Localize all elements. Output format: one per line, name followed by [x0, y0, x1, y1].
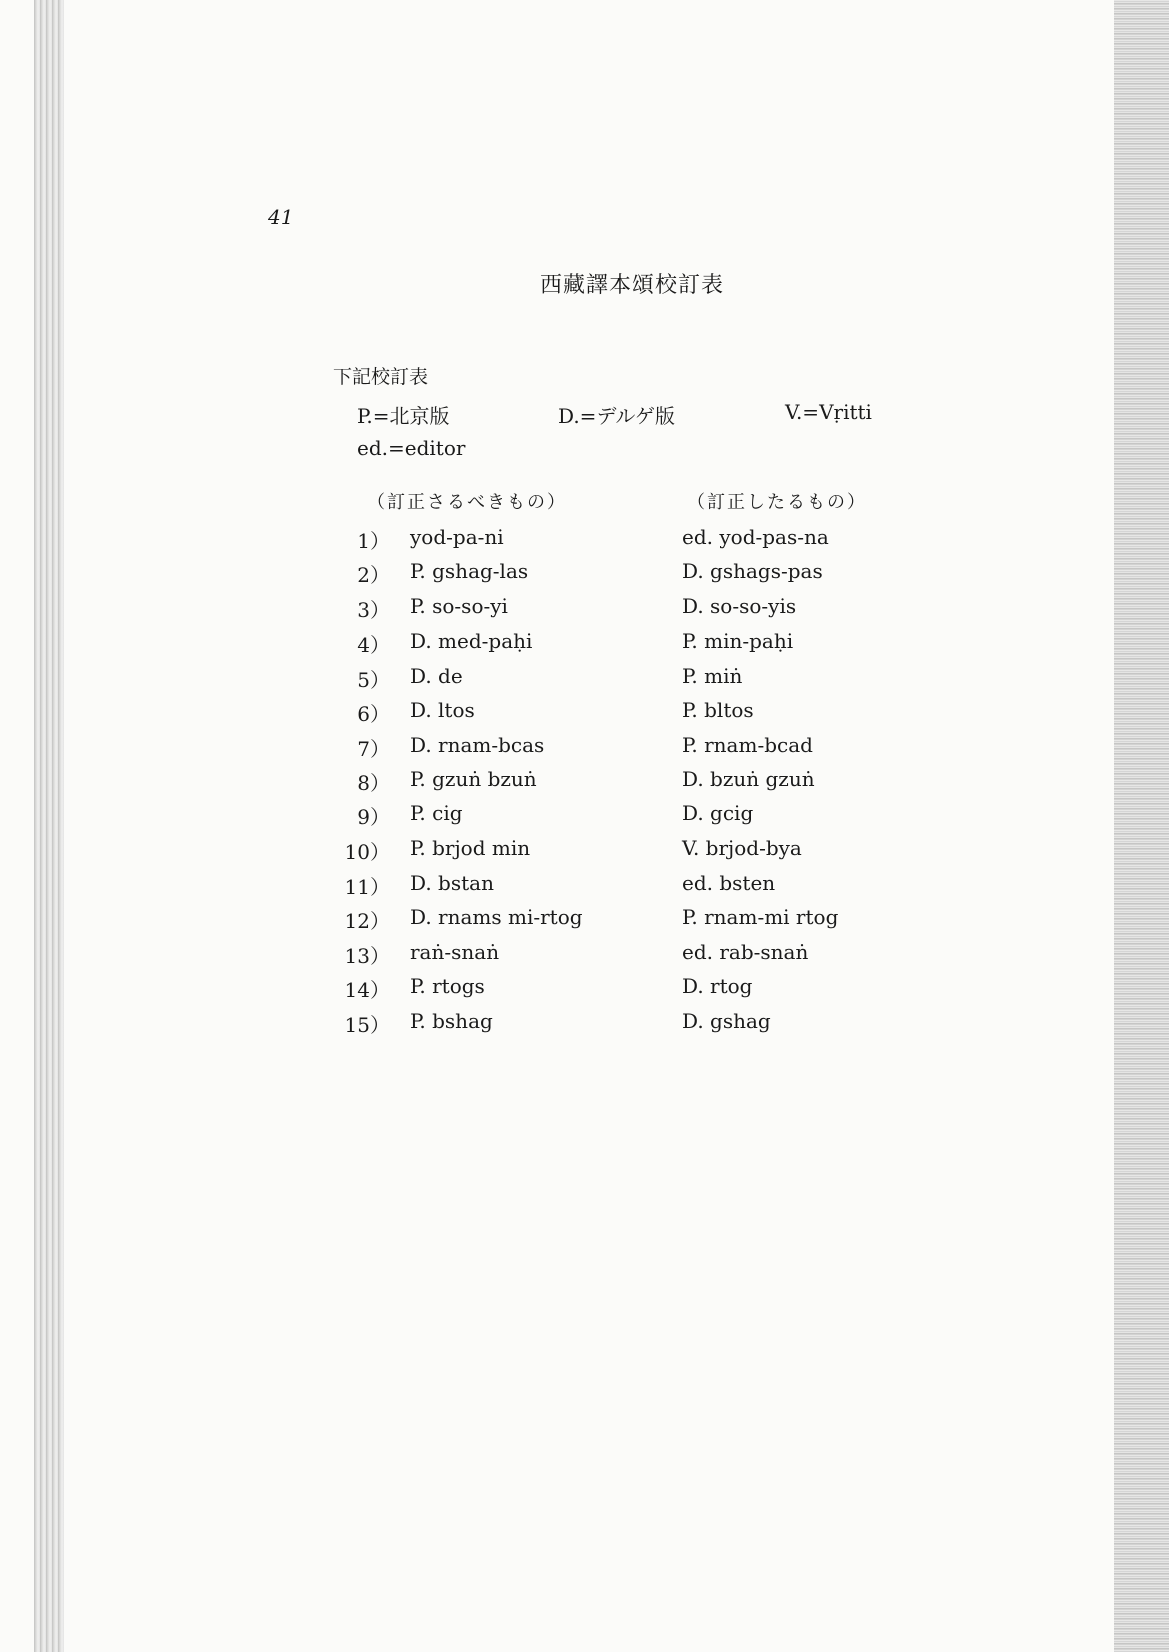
corrected-reading: D. bzuṅ gzuṅ [682, 767, 815, 791]
row-number: 2） [357, 563, 390, 587]
corrected-reading: ed. yod-pas-na [682, 525, 829, 549]
reading-to-correct: D. ltos [410, 698, 475, 722]
corrected-reading: D. rtog [682, 974, 753, 998]
column-header-corrected: （訂正したるもの） [687, 492, 867, 513]
reading-to-correct: D. med-paḥi [410, 629, 533, 653]
reading-to-correct: P. brjod min [410, 836, 531, 860]
corrected-reading: D. gshags-pas [682, 559, 823, 583]
corrected-reading: P. rnam-bcad [682, 733, 813, 757]
table-row [0, 905, 1169, 937]
page-title: 西藏譯本頌校訂表 [540, 273, 725, 298]
reading-to-correct: P. cig [410, 801, 463, 825]
reading-to-correct: P. rtogs [410, 974, 485, 998]
table-row [0, 940, 1169, 972]
row-number: 8） [357, 771, 390, 795]
corrected-reading: D. gshag [682, 1009, 771, 1033]
row-number: 9） [357, 805, 390, 829]
row-number: 13） [344, 944, 390, 968]
row-number: 10） [344, 840, 390, 864]
page-number: 41 [268, 205, 294, 229]
reading-to-correct: P. gzuṅ bzuṅ [410, 767, 537, 791]
reading-to-correct: D. rnams mi-rtog [410, 905, 583, 929]
reading-to-correct: P. bshag [410, 1009, 493, 1033]
corrected-reading: D. gcig [682, 801, 754, 825]
corrected-reading: ed. bsten [682, 871, 776, 895]
table-row [0, 594, 1169, 626]
legend-peking: P.=北京版 [357, 404, 450, 428]
corrected-reading: D. so-so-yis [682, 594, 797, 618]
corrected-reading: ed. rab-snaṅ [682, 940, 809, 964]
table-row [0, 698, 1169, 730]
row-number: 14） [344, 978, 390, 1002]
column-header-to-correct: （訂正さるべきもの） [367, 492, 567, 513]
row-number: 15） [344, 1013, 390, 1037]
row-number: 5） [357, 668, 390, 692]
legend-derge: D.=デルゲ版 [558, 404, 676, 428]
table-row [0, 733, 1169, 765]
table-row [0, 767, 1169, 799]
reading-to-correct: P. so-so-yi [410, 594, 508, 618]
legend-editor: ed.=editor [357, 436, 466, 460]
row-number: 11） [344, 875, 390, 899]
corrected-reading: P. rnam-mi rtog [682, 905, 839, 929]
legend-vritti: V.=Vṛitti [785, 400, 872, 424]
table-row [0, 871, 1169, 903]
row-number: 4） [357, 633, 390, 657]
reading-to-correct: D. de [410, 664, 463, 688]
reading-to-correct: raṅ-snaṅ [410, 940, 500, 964]
row-number: 12） [344, 909, 390, 933]
reading-to-correct: P. gshag-las [410, 559, 529, 583]
reading-to-correct: D. rnam-bcas [410, 733, 545, 757]
table-row [0, 801, 1169, 833]
corrected-reading: P. miṅ [682, 664, 743, 688]
corrected-reading: V. brjod-bya [682, 836, 802, 860]
corrected-reading: P. bltos [682, 698, 754, 722]
legend-heading: 下記校訂表 [333, 366, 429, 388]
reading-to-correct: yod-pa-ni [410, 525, 504, 549]
table-row [0, 525, 1169, 557]
table-row [0, 1009, 1169, 1041]
table-row [0, 664, 1169, 696]
reading-to-correct: D. bstan [410, 871, 494, 895]
row-number: 3） [357, 598, 390, 622]
row-number: 1） [357, 529, 390, 553]
table-row [0, 836, 1169, 868]
table-row [0, 559, 1169, 591]
row-number: 6） [357, 702, 390, 726]
corrected-reading: P. min-paḥi [682, 629, 794, 653]
table-row [0, 974, 1169, 1006]
row-number: 7） [357, 737, 390, 761]
table-row [0, 629, 1169, 661]
